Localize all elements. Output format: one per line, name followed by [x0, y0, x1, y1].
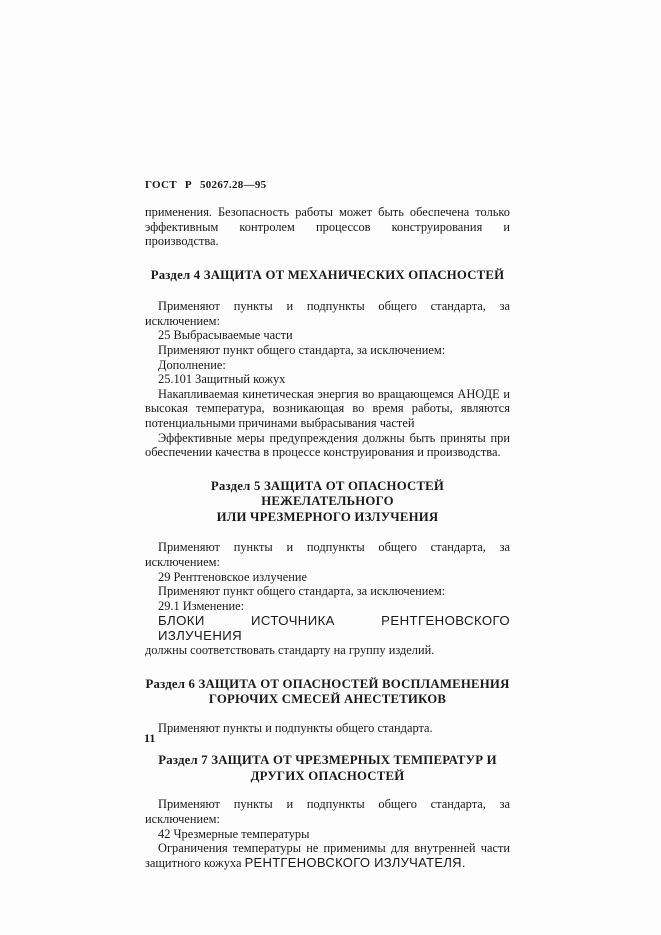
section-5-item-29-1: 29.1 Изменение:: [158, 598, 245, 613]
section-5-paragraph-1: Применяют пункты и подпункты общего стандарта, за исключением:: [145, 540, 510, 569]
section-7-heading-line-1: Раздел 7 ЗАЩИТА ОТ ЧРЕЗМЕРНЫХ ТЕМПЕРАТУР И: [158, 753, 497, 768]
section-7-paragraph-2-caps: РЕНТГЕНОВСКОГО ИЗЛУЧАТЕЛЯ.: [244, 854, 466, 870]
doc-letter: Р: [184, 179, 192, 191]
section-7-item-42: 42 Чрезмерные температуры: [158, 826, 310, 841]
doc-number: 50267.28—95: [199, 179, 267, 191]
section-6-paragraph-1: Применяют пункты и подпункты общего стандарта.: [158, 720, 433, 735]
section-4-paragraph-5: Эффективные меры предупреждения должны быть приняты при обеспечении качества в процессе конструирования и производства.: [145, 430, 510, 460]
intro-paragraph: применения. Безопасность работы может быть обеспечена только эффективным контролем процессов конструирования и производства.: [145, 205, 510, 249]
section-7-paragraph-2: [145, 841, 510, 870]
section-6-heading-line-1: Раздел 6 ЗАЩИТА ОТ ОПАСНОСТЕЙ ВОСПЛАМЕНЕНИЯ: [145, 676, 510, 691]
section-7-paragraph-2-text: Ограничения температуры не применимы для внутренней части защитного кожуха: [145, 841, 510, 870]
section-7-heading-line-2: ДРУГИХ ОПАСНОСТЕЙ: [250, 768, 405, 783]
page-number: 11: [144, 731, 156, 745]
section-5-caps-line: БЛОКИ ИСТОЧНИКА РЕНТГЕНОВСКОГО ИЗЛУЧЕНИЯ: [158, 613, 510, 644]
section-5-heading-line-1: Раздел 5 ЗАЩИТА ОТ ОПАСНОСТЕЙ НЕЖЕЛАТЕЛЬНОГО: [210, 478, 445, 509]
document-header: [145, 179, 267, 191]
section-6-heading-line-2: ГОРЮЧИХ СМЕСЕЙ АНЕСТЕТИКОВ: [208, 692, 447, 707]
section-5-item-29: 29 Рентгеновское излучение: [158, 569, 308, 584]
section-4-paragraph-1: Применяют пункты и подпункты общего стандарта, за исключением:: [145, 299, 510, 328]
section-4-paragraph-4: Накапливаемая кинетическая энергия во вращающемся АНОДЕ и высокая температура, возникающая во время работы, являются потенциальными причинами выбрасывания частей: [145, 386, 510, 431]
section-4-heading: Раздел 4 ЗАЩИТА ОТ МЕХАНИЧЕСКИХ ОПАСНОСТЕЙ: [150, 267, 505, 282]
section-4-item-25: 25 Выбрасываемые части: [158, 328, 293, 343]
document-body: [145, 205, 510, 870]
doc-code: ГОСТ: [145, 179, 177, 191]
section-5-paragraph-2: Применяют пункт общего стандарта, за исключением:: [158, 584, 446, 599]
section-5-paragraph-3: должны соответствовать стандарту на группу изделий.: [145, 643, 435, 658]
section-5-heading-line-2: ИЛИ ЧРЕЗМЕРНОГО ИЗЛУЧЕНИЯ: [216, 509, 439, 524]
section-4-item-25-101: 25.101 Защитный кожух: [158, 372, 286, 387]
section-4-paragraph-2: Применяют пункт общего стандарта, за исключением:: [158, 343, 446, 358]
section-4-addition-label: Дополнение:: [158, 357, 226, 372]
section-7-paragraph-1: Применяют пункты и подпункты общего стандарта, за исключением:: [145, 797, 510, 827]
